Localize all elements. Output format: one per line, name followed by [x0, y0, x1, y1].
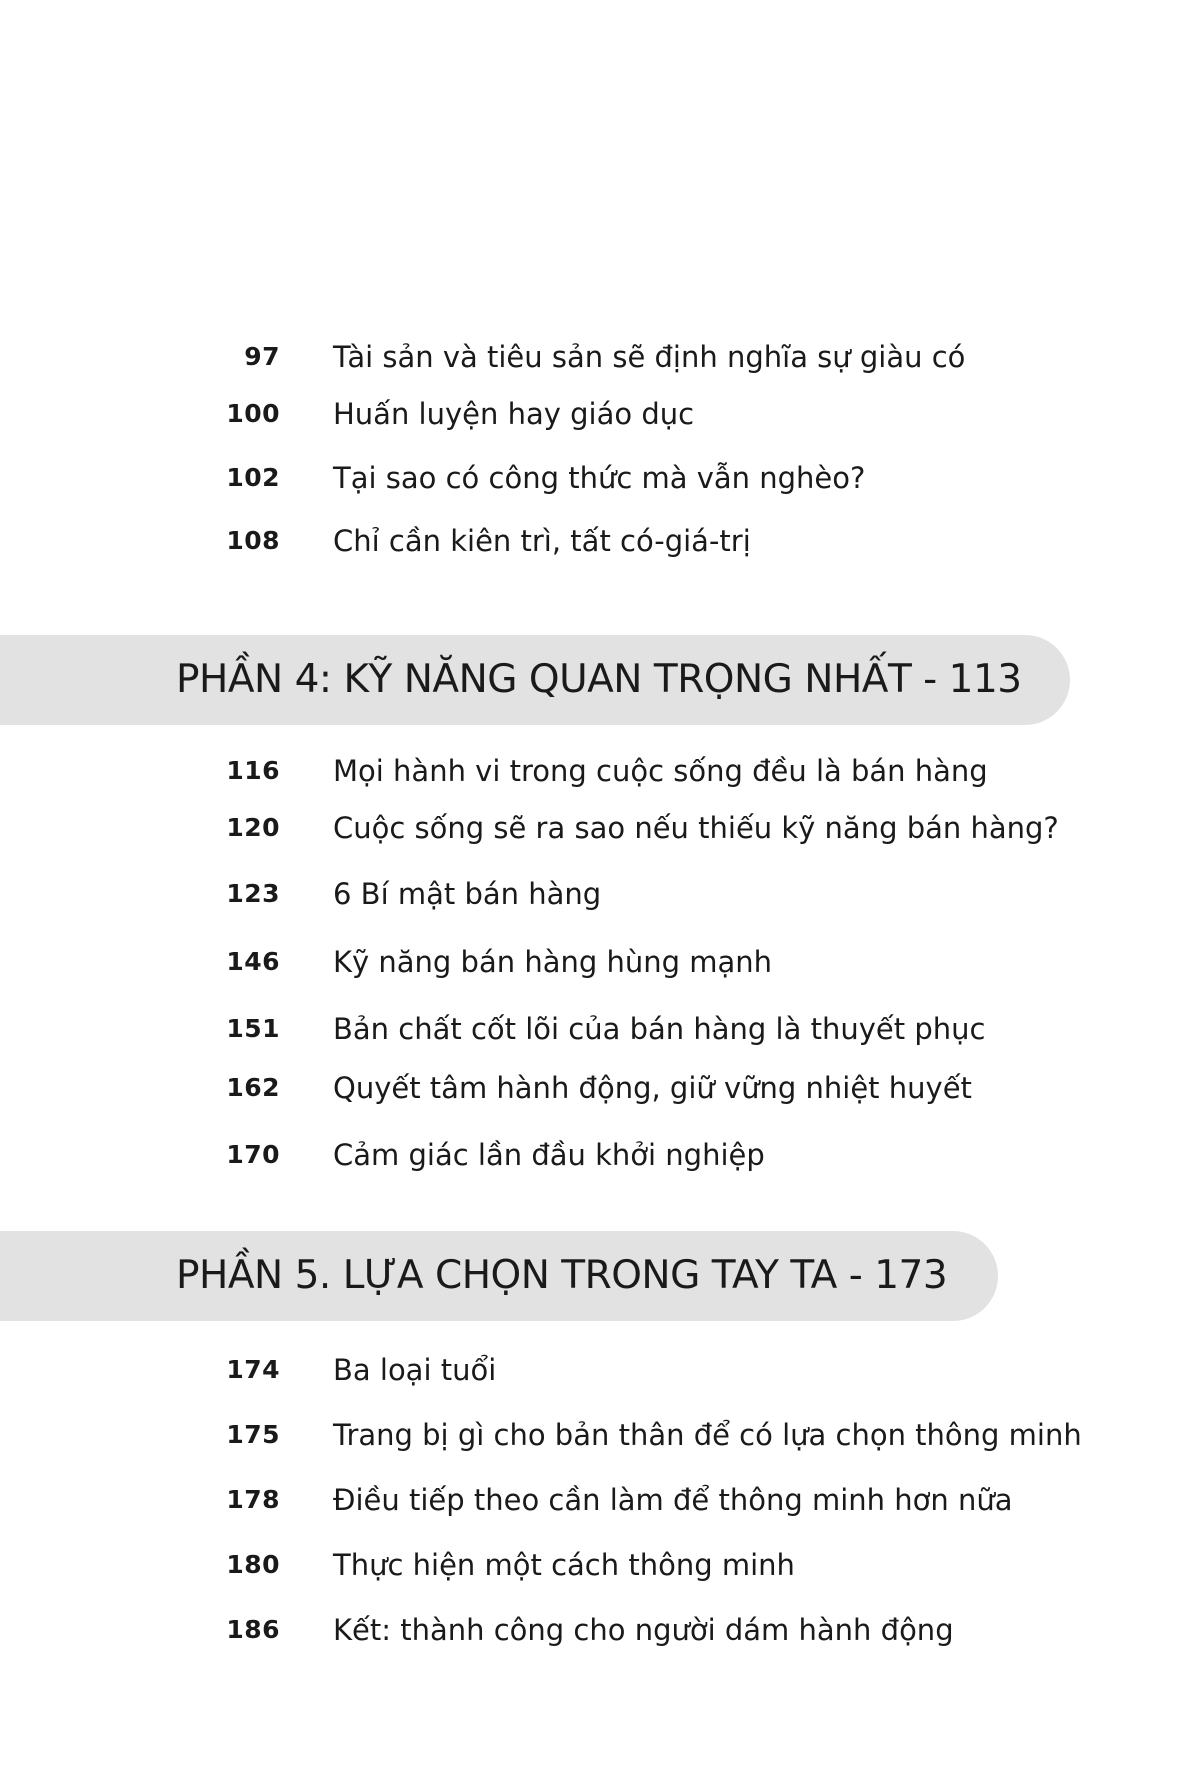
toc-entry-title: Bản chất cốt lõi của bán hàng là thuyết phục — [333, 1012, 986, 1046]
toc-page-number: 175 — [226, 1420, 280, 1449]
toc-entry — [0, 1415, 1200, 1455]
toc-page-number: 170 — [226, 1140, 280, 1169]
toc-page-number: 174 — [226, 1355, 280, 1384]
toc-entry-title: Thực hiện một cách thông minh — [333, 1548, 795, 1582]
toc-entry — [0, 1350, 1200, 1390]
toc-entry-title: Tài sản và tiêu sản sẽ định nghĩa sự giàu có — [333, 340, 966, 374]
toc-entry-title: 6 Bí mật bán hàng — [333, 877, 602, 911]
part-5-heading-band — [0, 1231, 998, 1321]
toc-entry-title: Quyết tâm hành động, giữ vững nhiệt huyết — [333, 1071, 972, 1105]
toc-entry — [0, 1009, 1200, 1049]
toc-page-number: 186 — [226, 1615, 280, 1644]
toc-entry — [0, 751, 1200, 791]
part-5-heading: PHẦN 5. LỰA CHỌN TRONG TAY TA - 173 — [176, 1253, 948, 1298]
toc-entry-title: Kết: thành công cho người dám hành động — [333, 1613, 954, 1647]
toc-entry — [0, 394, 1200, 434]
toc-entry-title: Huấn luyện hay giáo dục — [333, 397, 695, 431]
toc-entry-title: Chỉ cần kiên trì, tất có-giá-trị — [333, 524, 751, 558]
toc-page-number: 102 — [226, 463, 280, 492]
toc-page-number: 151 — [226, 1014, 280, 1043]
toc-entry-title: Kỹ năng bán hàng hùng mạnh — [333, 945, 773, 979]
toc-entry-title: Mọi hành vi trong cuộc sống đều là bán hàng — [333, 754, 988, 788]
toc-page-number: 146 — [226, 947, 280, 976]
toc-page-number: 100 — [226, 399, 280, 428]
toc-page-number: 97 — [244, 342, 280, 371]
toc-page-number: 116 — [226, 756, 280, 785]
toc-page-number: 180 — [226, 1550, 280, 1579]
toc-entry — [0, 521, 1200, 561]
toc-entry — [0, 337, 1200, 377]
toc-entry — [0, 942, 1200, 982]
toc-page-number: 178 — [226, 1485, 280, 1514]
toc-entry — [0, 1545, 1200, 1585]
toc-entry-title: Cảm giác lần đầu khởi nghiệp — [333, 1138, 765, 1172]
toc-entry-title: Cuộc sống sẽ ra sao nếu thiếu kỹ năng bán hàng? — [333, 811, 1059, 845]
toc-entry-title: Điều tiếp theo cần làm để thông minh hơn nữa — [333, 1483, 1013, 1517]
toc-entry — [0, 1480, 1200, 1520]
toc-entry-title: Ba loại tuổi — [333, 1353, 497, 1387]
toc-page-number: 123 — [226, 879, 280, 908]
toc-entry-title: Trang bị gì cho bản thân để có lựa chọn thông minh — [333, 1418, 1082, 1452]
toc-entry — [0, 1135, 1200, 1175]
toc-page-number: 108 — [226, 526, 280, 555]
part-4-heading: PHẦN 4: KỸ NĂNG QUAN TRỌNG NHẤT - 113 — [176, 657, 1022, 702]
toc-entry — [0, 1610, 1200, 1650]
toc-entry — [0, 1068, 1200, 1108]
toc-entry — [0, 808, 1200, 848]
toc-page-number: 120 — [226, 813, 280, 842]
toc-entry — [0, 874, 1200, 914]
part-4-heading-band — [0, 635, 1070, 725]
toc-entry — [0, 458, 1200, 498]
toc-entry-title: Tại sao có công thức mà vẫn nghèo? — [333, 461, 866, 495]
toc-page-number: 162 — [226, 1073, 280, 1102]
